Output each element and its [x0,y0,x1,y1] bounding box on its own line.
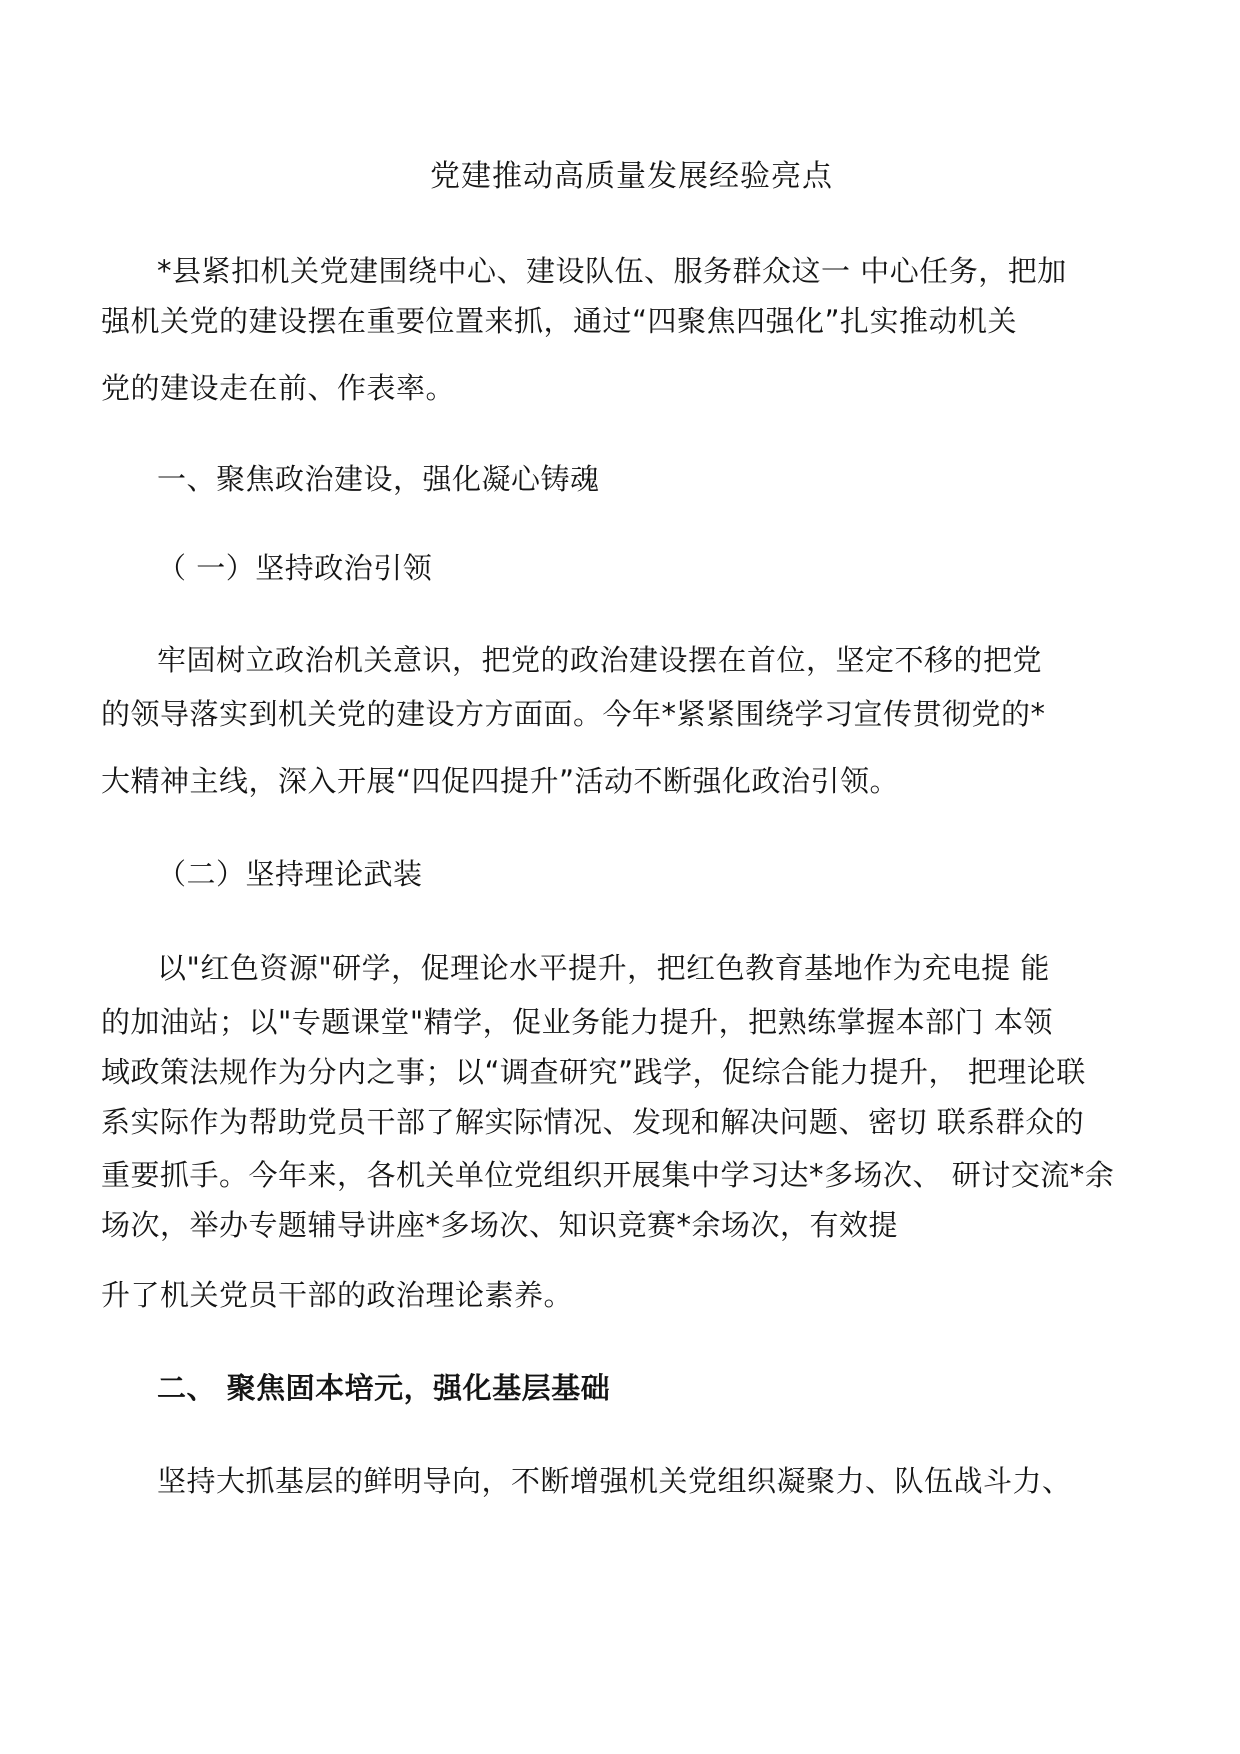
paragraph-line: *县紧扣机关党建围绕中心、建设队伍、服务群众这一 中心任务，把加 [157,254,1067,288]
document-title: 党建推动高质量发展经验亮点 [430,159,833,194]
paragraph-line: 牢固树立政治机关意识，把党的政治建设摆在首位，坚定不移的把党 [157,643,1043,677]
paragraph-line: 重要抓手。今年来，各机关单位党组织开展集中学习达*多场次、 研讨交流*余 [101,1158,1115,1192]
paragraph-line: 场次，举办专题辅导讲座*多场次、知识竞赛*余场次，有效提 [101,1208,899,1242]
paragraph-line: 的加油站；以"专题课堂"精学，促业务能力提升，把熟练掌握本部门 本领 [101,1005,1053,1039]
paragraph-line: 域政策法规作为分内之事；以“调查研究”践学，促综合能力提升， 把理论联 [101,1055,1086,1089]
subsection-heading: （二）坚持理论武装 [157,857,423,891]
paragraph-line: 党的建设走在前、作表率。 [101,371,456,405]
section-heading: 一、聚焦政治建设，强化凝心铸魂 [157,462,600,496]
paragraph-line: 强机关党的建设摆在重要位置来抓，通过“四聚焦四强化”扎实推动机关 [101,304,1018,338]
section-heading: 二、 聚焦固本培元，强化基层基础 [157,1371,611,1405]
subsection-heading: （ 一）坚持政治引领 [157,551,433,585]
paragraph-line: 坚持大抓基层的鲜明导向，不断增强机关党组织凝聚力、队伍战斗力、 [157,1464,1072,1498]
paragraph-line: 系实际作为帮助党员干部了解实际情况、发现和解决问题、密切 联系群众的 [101,1105,1085,1139]
paragraph-line: 大精神主线，深入开展“四促四提升”活动不断强化政治引领。 [101,764,900,798]
paragraph-line: 以"红色资源"研学，促理论水平提升，把红色教育基地作为充电提 能 [157,951,1050,985]
paragraph-line: 升了机关党员干部的政治理论素养。 [101,1278,574,1312]
paragraph-line: 的领导落实到机关党的建设方方面面。今年*紧紧围绕学习宣传贯彻党的* [101,697,1046,731]
